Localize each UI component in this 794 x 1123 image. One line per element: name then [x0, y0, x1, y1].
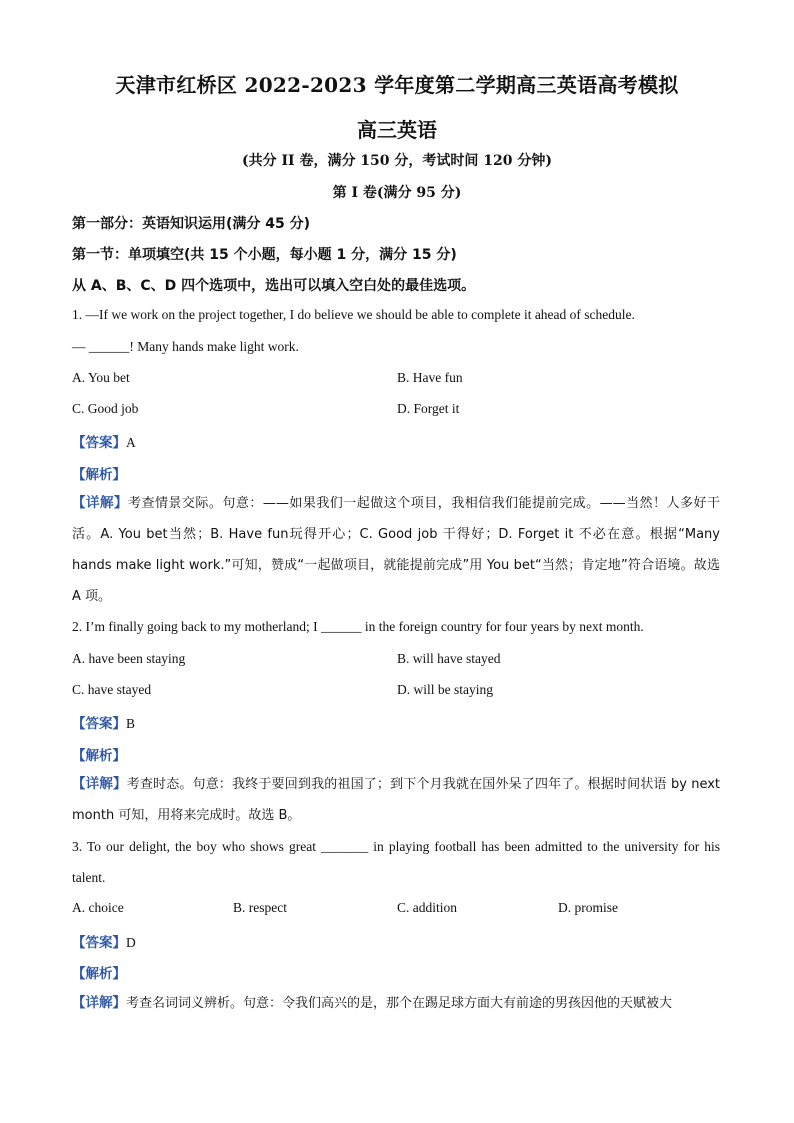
- question-2-analysis-label: 【解析】: [72, 748, 126, 764]
- answer-label: 【答案】: [72, 716, 126, 732]
- document-subtitle: 高三英语: [357, 118, 437, 142]
- answer-label: 【答案】: [72, 935, 126, 951]
- question-3-detail: [72, 988, 720, 1019]
- detail-label: 【详解】: [72, 995, 126, 1011]
- answer-value: B: [126, 716, 136, 731]
- question-2-detail: [72, 769, 720, 831]
- question-2-stem: 2. I’m finally going back to my motherland; I ______ in the foreign country for four years by next month.: [72, 619, 644, 634]
- question-1-stem: 1. —If we work on the project together, I do believe we should be able to complete it ahead of schedule.: [72, 307, 635, 322]
- exam-info: (共分 II 卷，满分 150 分，考试时间 120 分钟): [241, 153, 553, 169]
- answer-value: A: [126, 435, 136, 450]
- question-2-answer: [72, 712, 135, 732]
- detail-text: 考查情景交际。句意：——如果我们一起做这个项目，我相信我们能提前完成。——当然！人多好干活。A. You bet当然；B. Have fun玩得开心；C. Good job 干得好；D. Forget it 不必在意。根据“Many hands make light work.”可知，赞成“一起做项目，就能提前完成”用 You bet“当然；肯定地”符合语境。故选 A 项。: [72, 496, 720, 604]
- question-1-detail: [72, 488, 720, 612]
- question-1-option-c: C. Good job: [72, 401, 139, 416]
- question-3-stem: 3. To our delight, the boy who shows great _______ in playing football has been admitted to the university for his talent.: [72, 839, 720, 885]
- question-1-option-d: D. Forget it: [397, 401, 460, 416]
- question-1-option-b: B. Have fun: [397, 370, 463, 385]
- question-2-option-d: D. will be staying: [397, 682, 493, 697]
- volume-heading: 第 I 卷(满分 95 分): [332, 185, 462, 201]
- question-2-option-a: A. have been staying: [72, 651, 186, 666]
- question-3-answer: [72, 931, 136, 951]
- question-3-analysis-label: 【解析】: [72, 966, 126, 982]
- part1-heading: 第一部分：英语知识运用(满分 45 分): [72, 216, 311, 232]
- detail-text: 考查时态。句意：我终于要回到我的祖国了；到下个月我就在国外呆了四年了。根据时间状语 by next month 可知，用将来完成时。故选 B。: [72, 777, 721, 823]
- answer-label: 【答案】: [72, 435, 126, 451]
- question-3-option-a: A. choice: [72, 900, 124, 915]
- question-1-option-a: A. You bet: [72, 370, 130, 385]
- question-3-option-b: B. respect: [233, 900, 287, 915]
- detail-label: 【详解】: [72, 776, 127, 792]
- question-2-option-c: C. have stayed: [72, 682, 152, 697]
- document-title: 天津市红桥区 2022-2023 学年度第二学期高三英语高考模拟: [115, 73, 679, 97]
- question-1-answer: [72, 431, 136, 451]
- instruction-text: 从 A、B、C、D 四个选项中，选出可以填入空白处的最佳选项。: [72, 278, 476, 294]
- detail-label: 【详解】: [72, 495, 128, 511]
- question-3-option-c: C. addition: [397, 900, 457, 915]
- answer-value: D: [126, 935, 136, 950]
- question-1-analysis-label: 【解析】: [72, 467, 126, 483]
- section1-heading: 第一节：单项填空(共 15 个小题，每小题 1 分，满分 15 分): [72, 247, 457, 263]
- question-2-option-b: B. will have stayed: [397, 651, 501, 666]
- question-3-option-d: D. promise: [558, 900, 618, 915]
- detail-text: 考查名词词义辨析。句意：令我们高兴的是，那个在踢足球方面大有前途的男孩因他的天赋被大: [126, 996, 673, 1011]
- question-1-stem-reply: — ______! Many hands make light work.: [72, 339, 299, 354]
